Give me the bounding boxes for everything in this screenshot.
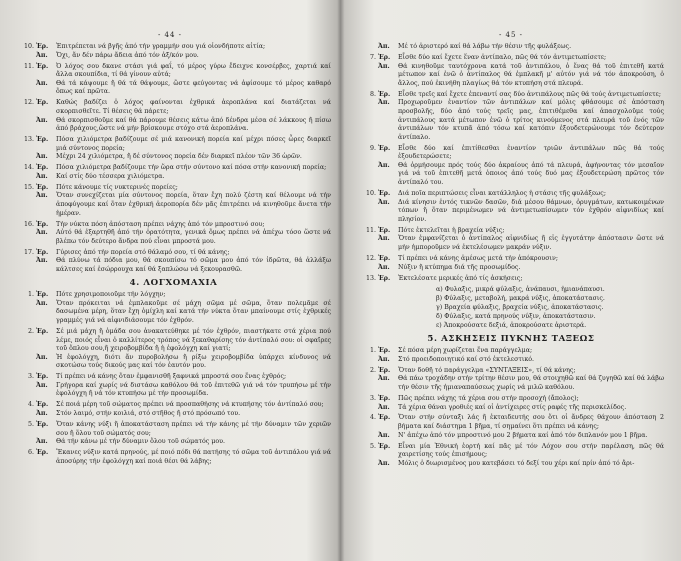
qa-item — [16, 421, 331, 447]
question-text: Πῶς πρέπει νάχης τά χέρια σου στήν προσοχή (ἄπολος); — [398, 394, 579, 402]
answer-label: Ἀπ. — [378, 375, 390, 383]
answer-row — [16, 80, 331, 97]
question-label: Ἐρ. — [378, 255, 391, 262]
answer-label: Ἀπ. — [36, 116, 48, 124]
item-number: 3. — [369, 394, 376, 402]
answer-label: Ἀπ. — [36, 299, 48, 307]
answer-row — [16, 410, 331, 419]
question-label: Ἐρ. — [36, 291, 49, 299]
page-number: - 44 - — [157, 31, 183, 39]
answer-row — [16, 438, 331, 447]
qa-item — [16, 63, 331, 97]
item-number: 4. — [369, 414, 376, 422]
qa-item — [16, 184, 331, 218]
answer-label: Ἀπ. — [36, 410, 48, 418]
question-label: Ἐρ. — [378, 53, 391, 61]
answer-row — [358, 460, 664, 469]
answer-row — [358, 199, 664, 225]
question-row — [16, 99, 331, 116]
answer-row — [358, 432, 664, 441]
question-label: Ἐρ. — [36, 220, 49, 228]
answer-label: Ἀπ. — [378, 161, 390, 169]
right-page — [341, 0, 681, 561]
question-text: Πόσα χιλιόμετρα βαδίζουμε σέ μιά κανονική πορεία καί μέχρι πόσες ὧρες διαρκεῖ μιά σύντονος πορεία; — [56, 136, 331, 152]
qa-item — [16, 401, 331, 418]
exercise-option: γ) Βραχεία φύλαξις, βραχεία νύξις, ἀποκατάστασις. — [436, 303, 604, 311]
answer-text: Μόλις ὁ διωρισμένος μου κατεβάσει τό δεξί του χέρι καί πρίν ἀπό τό ἄρι- — [398, 459, 635, 467]
qa-item — [16, 249, 331, 275]
qa-list — [16, 43, 331, 275]
exercise-options — [358, 286, 664, 331]
qa-item — [358, 443, 664, 469]
qa-item — [16, 328, 331, 371]
question-text: Ὁ λόχος σου δκανε στάσι γιά φαΐ, τό μέρος γύρω ἔδειχνε κονσέρβες, χαρτιά καί ἄλλα σκουπίδια, τί θά γίνουν αὐτά; — [56, 62, 331, 79]
answer-text: Αὐτό θά ἐξαρτηθῆ ἀπό τήν ὁρατότητα, γενικά ὅμως πρέπει νά ἀπέχω τόσο ὥστε νά βλέπω τόν δεύτερο ἄνδρα πού εἶναι μπροστά μου. — [56, 229, 331, 245]
item-number: 13. — [365, 274, 376, 282]
question-text: Πόσα χιλιόμετρα βαδίζουμε τήν ὥρα στήν σύντονο καί πόσα στήν κανονική πορεία; — [56, 164, 327, 172]
item-number: 2. — [369, 366, 376, 374]
question-text: Ἐκτελέσατε μερικές ἀπό τίς ἀσκήσεις; — [398, 274, 523, 282]
answer-row — [16, 229, 331, 246]
item-number: 2. — [27, 327, 34, 335]
answer-text: Προχωροῦμεν ἐναντίον τῶν ἀντιπάλων καί μόλις φθάσουμε σέ ἀπόσταση προσβολῆς, δύο ἀπό τούς τρεῖς μας, ἐπιτιθέμεθα καί ἀπασχολοῦμε τούς ἀντιπάλους κατά μέτωπον ἐνῶ ὁ τρίτος κινούμενος στά πλευρά τοῦ ἑνός τῶν ἀντιπάλων τόν κτυπᾶ ἀπό τόσω καί κατόπιν ἐξουδετερώνουμε τόν δεύτερον ἀντίπαλο. — [398, 99, 664, 141]
qa-item — [358, 227, 664, 253]
answer-text: Θά πάω τροχάδην στήν τρίτην θέσιν μου, θά στοιχηθῶ καί θά ζυγηθῶ καί θά λάβω τήν θέσιν τῆς ἡμιαναπαύσεως χωρίς νά μιλῶ καθόλου. — [398, 375, 664, 391]
qa-item — [358, 275, 664, 284]
answer-text: Στόν λαιμό, στήν κοιλιά, στό στῆθος ἤ στό πρόσωπό του. — [56, 410, 241, 418]
answer-row — [16, 382, 331, 399]
answer-text: Ὅταν συνεχίζεται μία σύντονος πορεία, ὅταν ἔχη πολύ ζέστη καί θέλουμε νά τήν ἀποφύγουμε καί ὅταν ἐχθρική ἀεροπορία δέν μᾶς ἐπιτρέπει νά κινηθοῦμε ἄνετα τήν ἡμέραν. — [56, 192, 331, 217]
item-number: 10. — [23, 43, 34, 50]
answer-label: Ἀπ. — [378, 235, 390, 243]
question-row — [358, 414, 664, 431]
qa-item — [16, 164, 331, 181]
question-row — [358, 145, 664, 162]
answer-text: Ὅταν ἐμφανίζεται ὁ ἀντίπαλος αἰφνιδίως ἤ εἰς ἐγγυτάτην ἀπόστασιν ὥστε νά μήν ἡμποροῦμεν νά ἐκτελέσωμεν μακράν νύξιν. — [398, 235, 664, 252]
qa-item — [16, 99, 331, 133]
answer-label: Ἀπ. — [36, 79, 48, 87]
question-label: Ἐρ. — [378, 366, 391, 374]
answer-label: Ἀπ. — [378, 459, 390, 467]
question-label: Ἐρ. — [378, 90, 391, 98]
question-text: Πότε χρησιμοποιοῦμε τήν λόγχην; — [56, 291, 166, 299]
answer-text: Στό προειδοποιητικό καί στό ἐκτελεστικό. — [398, 355, 535, 363]
answer-row — [358, 63, 664, 89]
question-text: Ἐπιτρέπεται νά βγῆς ἀπό τήν γραμμήν σου γιά οἱονδήποτε αἰτία; — [56, 43, 266, 50]
answer-text: Νύξιν ἤ κτύπημα διά τῆς προσωμίδος. — [398, 263, 521, 271]
qa-item — [358, 255, 664, 272]
answer-label: Ἀπ. — [36, 51, 48, 59]
answer-text: Τά χέρια θάναι γροθιές καί οἱ ἀντίχειρες στίς ραφές τῆς περισκελίδος. — [398, 403, 627, 411]
qa-item — [16, 373, 331, 399]
question-label: Ἐρ. — [36, 421, 49, 429]
answer-row — [358, 375, 664, 392]
answer-label: Ἀπ. — [378, 403, 390, 411]
question-label: Ἐρ. — [36, 449, 49, 457]
question-label: Ἐρ. — [36, 62, 49, 70]
question-row — [16, 43, 331, 52]
answer-label: Ἀπ. — [36, 381, 48, 389]
question-row — [358, 54, 664, 63]
exercise-option: β) Φύλαξις, μεταβολή, μακρά νύξις, ἀποκατάστασις. — [436, 294, 605, 302]
question-row — [16, 449, 331, 466]
answer-label: Ἀπ. — [378, 355, 390, 363]
item-number: 6. — [27, 449, 34, 457]
answer-text: Ν' ἀπέχω ἀπό τόν μπροστινό μου 2 βήματα καί ἀπό τόν διπλανόν μου 1 βῆμα. — [398, 431, 648, 439]
question-label: Ἐρ. — [378, 442, 391, 450]
answer-label: Ἀπ. — [378, 43, 390, 50]
answer-row — [358, 404, 664, 413]
question-label: Ἐρ. — [36, 99, 49, 107]
question-label: Ἐρ. — [36, 164, 49, 172]
question-label: Ἐρ. — [378, 414, 391, 422]
question-row — [358, 443, 664, 460]
item-number: 9. — [369, 144, 376, 152]
answer-label: Ἀπ. — [36, 172, 48, 180]
qa-item — [16, 291, 331, 325]
item-number: 11. — [23, 62, 34, 70]
answer-label: Ἀπ. — [378, 62, 390, 70]
answer-text: Ὄχι, ἄν δέν πάρω ἄδεια ἀπό τόν ἀξ/κόν μου. — [56, 51, 199, 59]
question-label: Ἐρ. — [36, 327, 49, 335]
item-number: 1. — [27, 291, 34, 299]
question-text: Σέ ποιά μέρη τοῦ σώματος πρέπει νά προσπαθήσης νά κτυπήσης τόν ἀντίπαλό σου; — [56, 401, 324, 409]
question-row — [358, 367, 664, 376]
answer-label: Ἀπ. — [36, 257, 48, 265]
answer-text: Καί στίς δύο τέσσερα χιλιόμετρα. — [56, 172, 165, 180]
answer-text: Θά πλύνω τά πόδια μου, θά σκουπίσω τό σῶμα μου ἀπό τόν ἱδρῶτα, θά ἀλλάξω κάλτσες καί ἐσώρρουχα καί θά ξαπλώσω νά ξεκουρασθῶ. — [56, 257, 331, 273]
answer-label: Ἀπ. — [36, 353, 48, 361]
question-row — [16, 401, 331, 410]
qa-item — [358, 54, 664, 88]
item-number: 11. — [365, 226, 376, 234]
qa-item — [358, 395, 664, 412]
page-body — [16, 43, 331, 469]
question-row — [16, 136, 331, 153]
answer-label: Ἀπ. — [378, 198, 390, 206]
answer-row — [358, 99, 664, 142]
section-title: 5. ΑΣΚΗΣΕΙΣ ΠΥΚΝΗΣ ΤΑΞΕΩΣ — [427, 333, 595, 344]
answer-row — [16, 300, 331, 326]
answer-label: Ἀπ. — [36, 229, 48, 237]
exercise-option: ε) Ἀποκρούσατε δεξιά, ἀποκρούσατε ἀριστερά. — [436, 321, 587, 329]
question-label: Ἐρ. — [378, 226, 391, 234]
item-number: 4. — [27, 401, 34, 409]
question-text: Διά ποῖα περιπτώσεις εἶναι κατάλληλος ἡ στάσις τῆς φυλάξεως; — [398, 190, 606, 198]
question-text: Τί πρέπει νά κάνης ὅταν ἐμφανισθῆ ξαφνικά μπροστά σου ἕνας ἐχθρός; — [56, 373, 287, 381]
question-row — [16, 164, 331, 173]
answer-text: Θά τά κάψουμε ἤ θά τά θάψουμε, ὥστε φεύγοντας νά ἀφίσουμε τό μέρος καθαρό ὅπως καί πρῶτα. — [56, 79, 331, 96]
question-label: Ἐρ. — [378, 394, 391, 402]
section-title: 4. ΛΟΓΧΟΜΑΧΙΑ — [129, 277, 218, 288]
qa-item — [16, 449, 331, 466]
question-text: Τήν νύκτα πόση ἀπόσταση πρέπει νάχης ἀπό τόν μπροστινό σου; — [56, 220, 265, 228]
question-text: Πότε ἐκτελεῖται ἡ βραχεία νύξις; — [398, 226, 505, 234]
question-label: Ἐρ. — [36, 136, 49, 144]
question-row — [16, 221, 331, 230]
question-text: Σέ πόσα μέρη χωρίζεται ἕνα παράγγελμα; — [398, 347, 533, 355]
question-row — [16, 249, 331, 258]
answer-text: Ἡ ἐφολόγχη, διότι ἄν πυροβολήσω ἤ ρίξω χειροβομβίδα ὑπάρχει κίνδυνος νά σκοτώσω τούς δικούς μας καί τόν ἑαυτόν μου. — [56, 353, 331, 370]
question-row — [16, 373, 331, 382]
answer-row — [16, 192, 331, 218]
question-row — [16, 184, 331, 193]
answer-row — [16, 52, 331, 61]
answer-row — [16, 153, 331, 162]
item-number: 14. — [23, 164, 34, 172]
qa-item — [358, 190, 664, 224]
question-text: Γύρισες ἀπό τήν πορεία στό θάλαμό σου, τί θά κάνης; — [56, 248, 230, 256]
qa-list — [358, 43, 664, 283]
question-label: Ἐρ. — [36, 248, 49, 256]
item-number: 3. — [27, 373, 34, 381]
answer-row — [358, 162, 664, 188]
question-text: Ἔκανες νύξιν κατά πρηνούς, μέ ποιό πόδι θά πατήσης τό σῶμα τοῦ ἀντιπάλου γιά νά ἀποσύρης τήν ἐφολόγχη καί ποιά θέσι θά λάβης; — [56, 449, 331, 465]
qa-item — [358, 145, 664, 188]
qa-item — [16, 136, 331, 162]
page-number: - 45 - — [498, 31, 524, 39]
question-text: Εἶναι μία Ἐθνική ἑορτή καί πᾶς μέ τόν Λόχον σου στήν παρέλαση, πῶς θά χαιρετίσης τούς ἐπισήμους; — [398, 442, 664, 459]
question-text: Εἶσθε δύο καί ἔχετε ἕναν ἀντίπαλο, πῶς θά τόν ἀντιμετωπίσετε; — [398, 53, 607, 61]
left-page — [0, 0, 340, 561]
item-number: 15. — [23, 183, 34, 191]
answer-row — [358, 264, 664, 273]
qa-item — [358, 43, 664, 52]
question-text: Τί πρέπει νά κάνης ἀμέσως μετά τήν ἀπόκρουσιν; — [398, 255, 558, 262]
answer-text: Ὅταν πρόκειται νά ἐμπλακοῦμε σέ μάχη σῶμα μέ σῶμα, ὅταν πολεμᾶμε σέ δασωμένα μέρη, ὅταν ἔχη ὁμίχλη καί κατά τήν νύκτα ὅταν μπαίνουμε στίς ἐχθρικές γραμμές γιά νά αἰφνιδιάσουμε τόν ἐχθρόν. — [56, 299, 331, 324]
question-row — [16, 291, 331, 300]
question-row — [16, 328, 331, 354]
question-label: Ἐρ. — [378, 190, 391, 198]
item-number: 10. — [365, 190, 376, 198]
item-number: 1. — [369, 347, 376, 355]
question-row — [358, 91, 664, 100]
item-number: 12. — [23, 99, 34, 107]
qa-item — [358, 91, 664, 143]
question-text: Εἶσθε δύο καί ἐπιτίθεσθαι ἐναντίον τριῶν ἀντιπάλων πῶς θά τούς ἐξουδετερώσετε; — [398, 144, 664, 161]
answer-label: Ἀπ. — [36, 153, 48, 161]
question-row — [358, 190, 664, 199]
item-number: 16. — [23, 220, 34, 228]
item-number: 5. — [369, 442, 376, 450]
item-number: 8. — [369, 90, 376, 98]
question-row — [16, 421, 331, 438]
answer-label: Ἀπ. — [378, 99, 390, 107]
qa-list — [358, 347, 664, 468]
answer-label: Ἀπ. — [36, 192, 48, 200]
item-number: 5. — [27, 421, 34, 429]
question-text: Πότε κάνουμε τίς νυκτερινές πορείες; — [56, 183, 178, 191]
answer-text: Θά τήν κάνω μέ τήν δύναμιν ὅλου τοῦ σώματός μου. — [56, 438, 225, 446]
item-number: 13. — [23, 136, 34, 144]
question-row — [358, 255, 664, 264]
answer-row — [358, 43, 664, 52]
question-text: Ὅταν στήν σύνταξι λάς ἤ ἐκταιδευτής σου ὅτι οἱ ἄνδρες θάχουν ἀπόσταση 2 βήματα καί διάστημα 1 βῆμα, τί σημαίνει ὅτι πρέπει νά κάνης; — [398, 414, 664, 431]
item-number: 12. — [365, 255, 376, 262]
question-text: Καθώς βαδίζει ὁ λόχος φαίνονται ἐχθρικά ἀεροπλάνα καί διατάζεται νά σκορπισθεῖτε. Τί θέσεις θά πάρετε; — [56, 99, 331, 115]
question-label: Ἐρ. — [36, 401, 49, 409]
question-text: Σέ μιά μάχη ἤ ὁμάδα σου ἀνακατεύθηκε μέ τόν ἐχθρόν, πιαστήκατε στά χέρια πού λέμε, ποιός εἶναι ὁ καλλίτερος τρόπος νά ξεκαθαρίσης τόν ἀντίπαλό σου: οἱ σφαῖρες τοῦ ὅπλου σου,ἤ χειροβομβίδα ἤ ἡ ἐφολόγχη καί γιατί; — [56, 327, 331, 353]
question-text: Εἶσθε τρεῖς καί ἔχετε ἐπεναντί σας δύο ἀντιπάλους πῶς θά τούς ἀντιμετωπίσετε; — [398, 90, 661, 98]
answer-text: Μέ τό ἀριστερό καί θά λάβω τήν θέσιν τῆς φυλάξεως. — [398, 43, 572, 50]
question-label: Ἐρ. — [36, 43, 49, 50]
question-row — [16, 63, 331, 80]
question-text: Ὅταν κάνης νύξι ἤ ἀποκατάσταση πρέπει νά τήν κάνης μέ τήν δύναμιν τῶν χεριῶν σου ἤ ὅλου τοῦ σώματός σου; — [56, 421, 331, 437]
question-row — [358, 395, 664, 404]
answer-row — [358, 356, 664, 365]
question-text: Ὅταν δοθῆ τό παράγγελμα «ΣΥΝΤΑΞΕΙΣ», τί θά κάνης; — [398, 366, 576, 374]
answer-text: Θά σκορπισθοῦμε καί θά πάρουμε θέσεις κάτω ἀπό δένδρα μέσα σέ λάκκους ἤ πίσω ἀπό βράχους,ὥστε νά μήν βρίσκουμε στόχο στά ἀεροπλάνα. — [56, 116, 331, 133]
answer-row — [16, 354, 331, 371]
answer-text: Γρήγορα καί χωρίς νά διστάσω καθόλου θά τοῦ ἐπιτεθῶ γιά νά τόν τρυπήσω μέ τήν ἐφολόγχη ἤ νά τόν κτυπήσω μέ τήν προσωμίδα. — [56, 381, 331, 398]
question-row — [358, 347, 664, 356]
question-row — [358, 275, 664, 284]
answer-text: Θά κινηθοῦμε ταυτόχρονα κατά τοῦ ἀντιπάλου, ὁ ἕνας θά τοῦ ἐπιτεθῆ κατά μέτωπον καί ἐνῶ ὁ ἀντίπαλος θά ἐμπλακῆ μ' αὐτόν γιά νά τόν ἀποκρούση, ὁ ἄλλος, πού ἐκινήθη πλαγίως θά τόν κτυπήση στά πλευρά. — [398, 62, 664, 87]
item-number: 17. — [23, 248, 34, 256]
qa-item — [358, 347, 664, 364]
question-label: Ἐρ. — [36, 183, 49, 191]
answer-label: Ἀπ. — [378, 431, 390, 439]
answer-text: Διά κίνησιν ἐντός τικνῶν δασῶν, διά μέσου θάμνων, ὀρυγμάτων, κατωκοιμένων τόπων ἤ ὅταν περιμένωμεν νά ἀντιμετωπίσωμεν τόν ἐχθρόν αἰφνιδίως καί πλησίον. — [398, 198, 664, 223]
answer-row — [16, 173, 331, 182]
answer-label: Ἀπ. — [378, 263, 390, 271]
answer-row — [358, 235, 664, 252]
question-label: Ἐρ. — [378, 347, 391, 355]
exercise-option: δ) Φύλαξις, κατά πρηνούς νύξιν, ἀποκατάστασιν. — [436, 312, 596, 320]
answer-text: Μέχρι 24 χιλιόμετρα, ἤ δέ σύντονος πορεία δέν διαρκεῖ πλέον τῶν 36 ὡρῶν. — [56, 153, 302, 161]
answer-text: Θά ὁρμήσουμε πρός τούς δύο ἀκραίους ἀπό τά πλευρά, ἀφήνοντας τόν μεσαῖον γιά νά τοῦ ἐπιτεθῆ μετά ὁποιος ἀπό τούς δυό μας ἐξουδετερώση πρῶτος τόν ἀντίπαλό του. — [398, 161, 664, 187]
item-number: 7. — [369, 53, 376, 61]
answer-row — [16, 257, 331, 274]
question-label: Ἐρ. — [36, 373, 49, 381]
page-body — [358, 43, 664, 471]
answer-label: Ἀπ. — [36, 438, 48, 446]
qa-item — [358, 367, 664, 393]
question-label: Ἐρ. — [378, 274, 391, 282]
qa-item — [16, 221, 331, 247]
answer-row — [16, 117, 331, 134]
question-label: Ἐρ. — [378, 144, 391, 152]
question-row — [358, 227, 664, 236]
qa-item — [16, 43, 331, 60]
exercise-option: α) Φυλαξις, μικρά φύλαξις, ἀνάπαυσι, ἡμιανάπαυσι. — [436, 285, 605, 293]
qa-list — [16, 291, 331, 466]
qa-item — [358, 414, 664, 440]
